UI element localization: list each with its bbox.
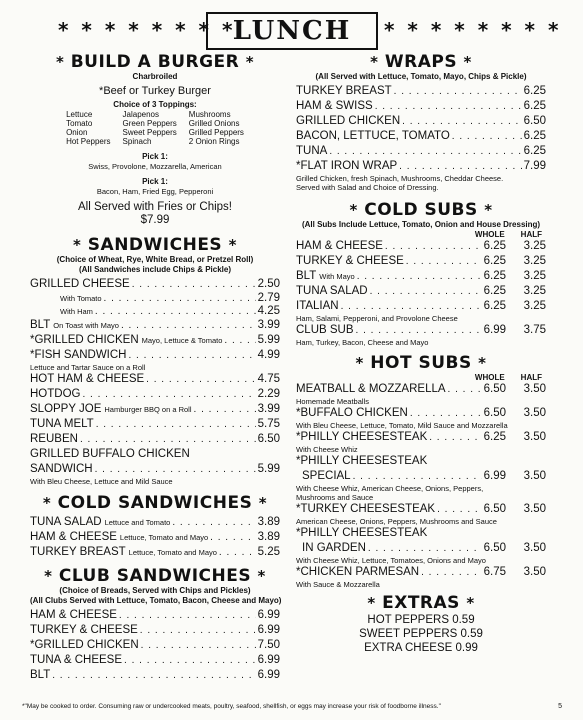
cold-sandwich-list	[30, 515, 280, 560]
menu-item: HOT HAM & CHEESE . . . 4.75	[30, 372, 280, 387]
topping: Tomato	[66, 119, 93, 128]
menu-item: TURKEY & CHEESE . . . 6.25 3.25	[296, 254, 546, 269]
menu-item: *PHILLY CHEESESTEAK . . . 6.25 3.50	[296, 430, 546, 445]
menu-item: HAM & SWISS . . . 6.25	[296, 99, 546, 114]
toppings-title: Choice of 3 Toppings:	[113, 100, 197, 109]
menu-item: *GRILLED CHICKEN Mayo, Lettuce & Tomato . . . 5.99	[30, 333, 280, 348]
pick1-meat: Bacon, Ham, Fried Egg, Pepperoni	[96, 187, 214, 196]
topping: Lettuce	[66, 110, 93, 119]
item-description: With Bleu Cheese, Lettuce, Tomato, Mild Sauce and Mozzarella	[296, 421, 508, 430]
menu-item: *TURKEY CHEESESTEAK . . . 6.50 3.50	[296, 502, 546, 517]
topping: Mushrooms	[188, 110, 231, 119]
page-title: LUNCH	[206, 12, 378, 50]
topping: Onion	[66, 128, 88, 137]
menu-item: BLT On Toast with Mayo . . . 3.99	[30, 318, 280, 333]
page-number: 5	[558, 703, 562, 710]
menu-item: GRILLED CHEESE . . . 2.50	[30, 277, 280, 292]
burger-served: All Served with Fries or Chips!	[77, 201, 233, 213]
burger-heading: * BUILD A BURGER *	[55, 52, 255, 72]
club-sub1: (Choice of Breads, Served with Chips and Pickles)	[59, 586, 251, 595]
menu-item: HAM & CHEESE Lettuce, Tomato and Mayo . . . 3.89	[30, 530, 280, 545]
right-column	[296, 52, 546, 655]
menu-item: HOT PEPPERS 0.59	[367, 614, 475, 626]
item-description: Served with Salad and Choice of Dressing.	[296, 183, 439, 192]
menu-item: TUNA . . . 6.25	[296, 144, 546, 159]
disclaimer: *"May be cooked to order. Consuming raw or undercooked meats, poultry, seafood, shellfish, or eggs may increase your risk of foodborne illness."	[22, 703, 441, 710]
col-whole: WHOLE	[474, 230, 505, 239]
menu-item: With Ham . . . 4.25	[30, 305, 280, 318]
item-description: Ham, Salami, Pepperoni, and Provolone Cheese	[296, 314, 458, 323]
pick1-cheese: Swiss, Provolone, Mozzarella, American	[88, 162, 222, 171]
wraps-sub: (All Served with Lettuce, Tomato, Mayo, Chips & Pickle)	[315, 72, 527, 81]
hot-subs-heading: * HOT SUBS *	[355, 353, 487, 373]
menu-item: *BUFFALO CHICKEN . . . 6.50 3.50	[296, 406, 546, 421]
item-description: With Cheese Whiz, Lettuce, Tomatoes, Onions and Mayo	[296, 556, 486, 565]
menu-item: HOTDOG . . . 2.29	[30, 387, 280, 402]
sandwiches-sub2: (All Sandwiches include Chips & Pickle)	[78, 265, 232, 274]
menu-item: *FISH SANDWICH . . . 4.99	[30, 348, 280, 363]
extras-list	[296, 613, 546, 655]
burger-sub: Charbroiled	[132, 72, 178, 81]
stars-left: * * * * * * * *	[58, 18, 236, 42]
cold-sandwiches-heading: * COLD SANDWICHES *	[42, 493, 268, 513]
topping: Hot Peppers	[66, 137, 111, 146]
menu-item: BACON, LETTUCE, TOMATO . . . 6.25	[296, 129, 546, 144]
menu-item: MEATBALL & MOZZARELLA . . . 6.50 3.50	[296, 382, 546, 397]
topping: Grilled Peppers	[188, 128, 244, 137]
menu-item: REUBEN . . . 6.50	[30, 432, 280, 447]
item-description: Lettuce and Tartar Sauce on a Roll	[30, 363, 146, 372]
menu-item: HAM & CHEESE . . . 6.99	[30, 608, 280, 623]
menu-item: SLOPPY JOE Hamburger BBQ on a Roll . . . 3.99	[30, 402, 280, 417]
cold-subs-sub: (All Subs Include Lettuce, Tomato, Onion and House Dressing)	[301, 220, 541, 229]
menu-item: TURKEY & CHEESE . . . 6.99	[30, 623, 280, 638]
stars-right: * * * * * * * *	[384, 18, 562, 42]
menu-item: TURKEY BREAST . . . 6.25	[296, 84, 546, 99]
menu-item: ITALIAN . . . 6.25 3.25	[296, 299, 546, 314]
hot-subs-list	[296, 382, 546, 589]
menu-item: BLT With Mayo . . . 6.25 3.25	[296, 269, 546, 284]
sandwiches-sub1: (Choice of Wheat, Rye, White Bread, or Pretzel Roll)	[56, 255, 254, 264]
cold-subs-heading: * COLD SUBS *	[349, 200, 493, 220]
item-description: American Cheese, Onions, Peppers, Mushrooms and Sauce	[296, 517, 497, 526]
topping: Spinach	[122, 137, 152, 146]
wraps-heading: * WRAPS *	[370, 52, 472, 72]
wraps-list	[296, 84, 546, 192]
topping: Green Peppers	[122, 119, 177, 128]
menu-item: TUNA & CHEESE . . . 6.99	[30, 653, 280, 668]
sandwich-list	[30, 277, 280, 486]
item-description: Grilled Chicken, fresh Spinach, Mushrooms, Cheddar Cheese.	[296, 174, 504, 183]
item-description: Homemade Meatballs	[296, 397, 369, 406]
item-description: With Cheese Whiz, American Cheese, Onions, Peppers,	[296, 484, 484, 493]
cold-subs-columns	[296, 230, 546, 239]
sandwiches-heading: * SANDWICHES *	[73, 235, 237, 255]
topping: Sweet Peppers	[122, 128, 177, 137]
menu-item: *CHICKEN PARMESAN . . . 6.75 3.50	[296, 565, 546, 580]
footer	[22, 703, 562, 710]
topping: Grilled Onions	[188, 119, 240, 128]
extras-heading: * EXTRAS *	[367, 593, 475, 613]
menu-item: *GRILLED CHICKEN . . . 7.50	[30, 638, 280, 653]
menu-item: SANDWICH . . . 5.99	[30, 462, 280, 477]
menu-item: SPECIAL . . . 6.99 3.50	[296, 469, 546, 484]
menu-item: IN GARDEN . . . 6.50 3.50	[296, 541, 546, 556]
pick1-cheese-title: Pick 1:	[142, 152, 168, 161]
menu-item: GRILLED CHICKEN . . . 6.50	[296, 114, 546, 129]
cold-subs-list	[296, 239, 546, 347]
menu-item: TURKEY BREAST Lettuce, Tomato and Mayo . . . 5.25	[30, 545, 280, 560]
pick1-meat-title: Pick 1:	[142, 177, 168, 186]
menu-item: With Tomato . . . 2.79	[30, 292, 280, 305]
item-description: With Bleu Cheese, Lettuce and Mild Sauce	[30, 477, 173, 486]
item-description: With Sauce & Mozzarella	[296, 580, 380, 589]
left-column	[30, 52, 280, 683]
hot-subs-columns	[296, 373, 546, 382]
menu-item: TUNA MELT . . . 5.75	[30, 417, 280, 432]
club-sub2: (All Clubs Served with Lettuce, Tomato, Bacon, Cheese and Mayo)	[30, 596, 282, 605]
menu-item: CLUB SUB . . . 6.99 3.75	[296, 323, 546, 338]
menu-item: SWEET PEPPERS 0.59	[359, 628, 483, 640]
menu-item: TUNA SALAD Lettuce and Tomato . . . 3.89	[30, 515, 280, 530]
menu-item: HAM & CHEESE . . . 6.25 3.25	[296, 239, 546, 254]
col-whole: WHOLE	[474, 373, 505, 382]
menu-item: GRILLED BUFFALO CHICKEN	[30, 448, 190, 460]
menu-item: *PHILLY CHEESESTEAK	[296, 455, 428, 467]
club-list	[30, 608, 280, 683]
col-half: HALF	[520, 230, 542, 239]
menu-item: BLT . . . 6.99	[30, 668, 280, 683]
topping: 2 Onion Rings	[188, 137, 240, 146]
item-description: Mushrooms and Sauce	[296, 493, 374, 502]
topping: Jalapenos	[122, 110, 160, 119]
burger-price: $7.99	[140, 214, 170, 226]
item-description: Ham, Turkey, Bacon, Cheese and Mayo	[296, 338, 429, 347]
menu-item: EXTRA CHEESE 0.99	[364, 642, 478, 654]
menu-item: TUNA SALAD . . . 6.25 3.25	[296, 284, 546, 299]
burger-option: *Beef or Turkey Burger	[99, 85, 211, 97]
club-heading: * CLUB SANDWICHES *	[44, 566, 266, 586]
menu-item: *PHILLY CHEESESTEAK	[296, 527, 428, 539]
col-half: HALF	[520, 373, 542, 382]
toppings-grid	[30, 110, 280, 146]
item-description: With Cheese Whiz	[296, 445, 358, 454]
menu-item: *FLAT IRON WRAP . . . 7.99	[296, 159, 546, 174]
